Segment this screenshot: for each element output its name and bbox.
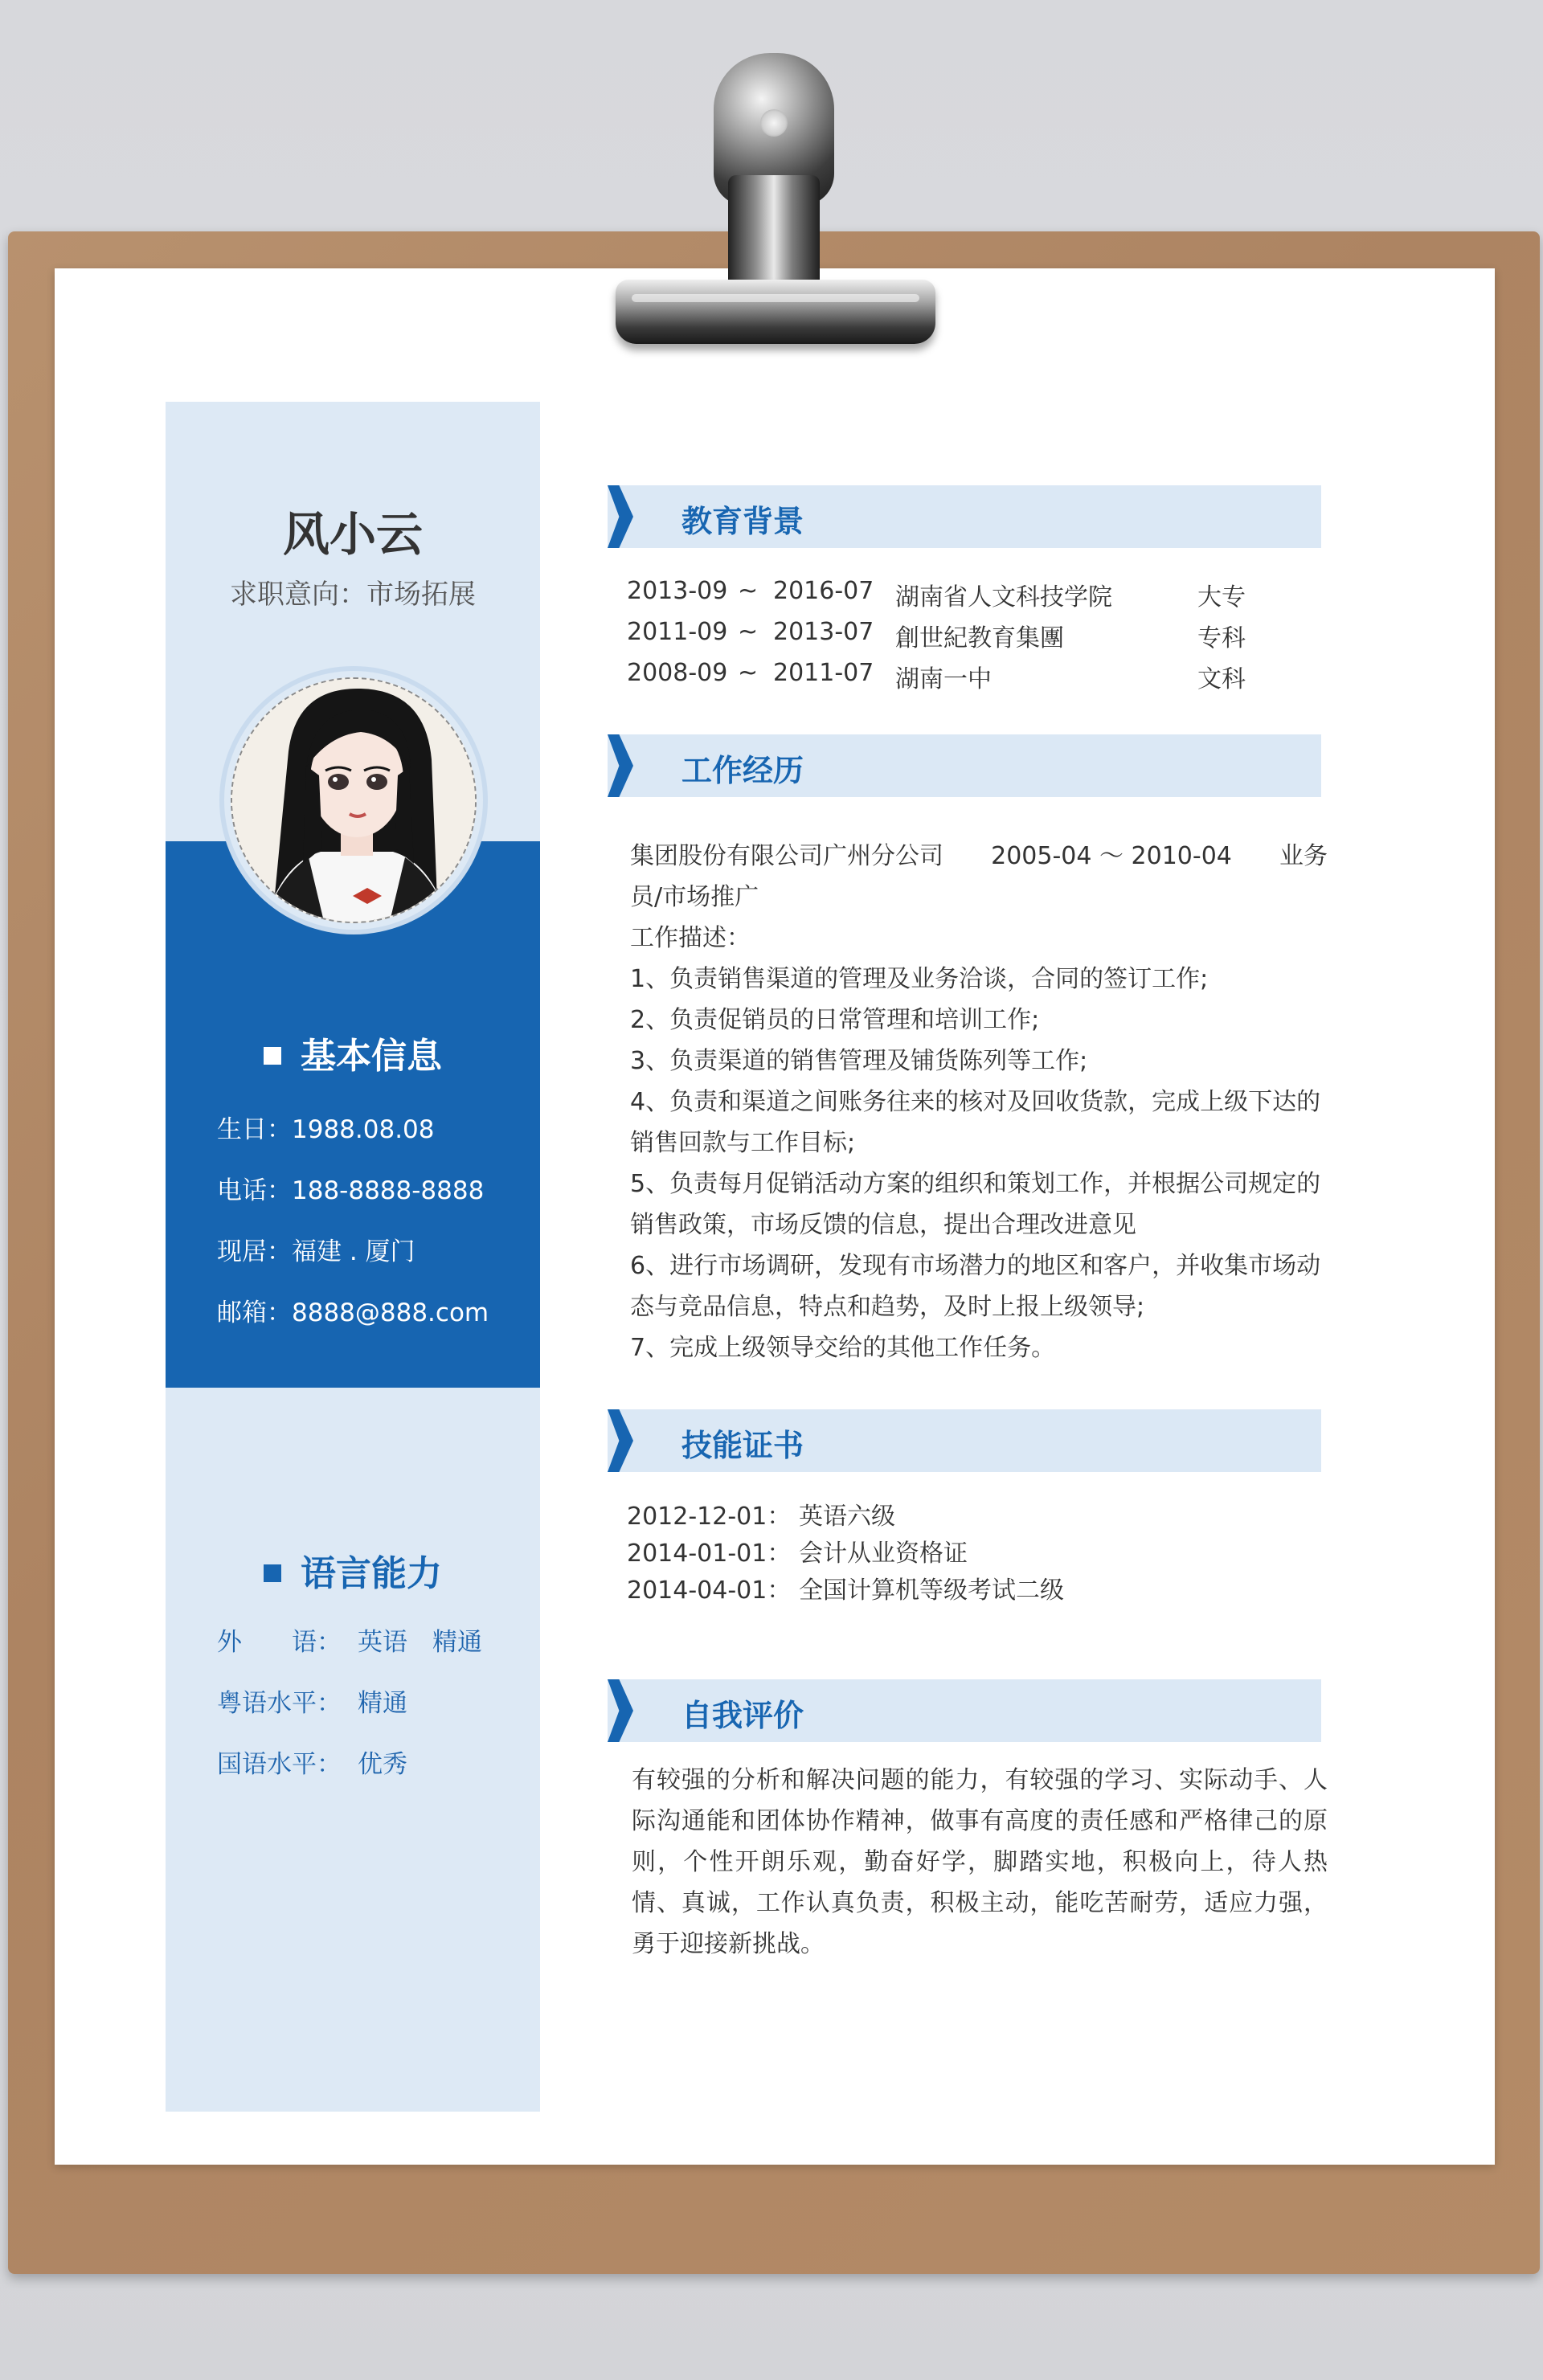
edu-start: 2011-09 — [627, 618, 728, 646]
edu-start: 2013-09 — [627, 577, 728, 605]
skill-name: 会计从业资格证 — [799, 1540, 968, 1568]
chevron-right-icon — [608, 1409, 633, 1472]
skill-date: 2014-04-01： — [627, 1576, 792, 1605]
education-row — [627, 577, 1318, 618]
edu-sep: ~ — [738, 577, 759, 605]
skills-section-header — [608, 1409, 1321, 1472]
self-eval-text: 有较强的分析和解决问题的能力，有较强的学习、实际动手、人际沟通能和团体协作精神，做事有高度的责任感和严格律己的原则，个性开朗乐观，勤奋好学，脚踏实地，积极向上，待人热情、真诚，工作认真负责，积极主动，能吃苦耐劳，适应力强，勇于迎接新挑战。 — [632, 1766, 1328, 1958]
self-eval-title: 自我评价 — [681, 1698, 804, 1733]
language-item — [217, 1621, 482, 1683]
work-duty: 6、进行市场调研，发现有市场潜力的地区和客户，并收集市场动态与竞品信息，特点和趋势，及时上报上级领导; — [630, 1252, 1321, 1321]
language-level: 英语 精通 — [358, 1628, 482, 1657]
resume-sidebar — [166, 402, 540, 2112]
info-location: 现居：福建 . 厦门 — [217, 1237, 415, 1266]
skill-row — [627, 1496, 1064, 1533]
work-company: 集团股份有限公司广州分公司 — [630, 842, 943, 870]
education-row — [627, 618, 1318, 659]
work-duty: 3、负责渠道的销售管理及铺货陈列等工作; — [630, 1047, 1088, 1075]
self-eval-section-header — [608, 1679, 1321, 1742]
work-role: 业务 — [1279, 842, 1328, 870]
candidate-name: 风小云 — [282, 507, 423, 562]
edu-school: 湖南省人文科技学院 — [895, 583, 1112, 611]
language-heading — [166, 1544, 540, 1596]
work-title: 工作经历 — [681, 753, 804, 788]
edu-school: 湖南一中 — [895, 665, 992, 693]
square-bullet-icon — [264, 1564, 281, 1582]
edu-sep: ~ — [738, 618, 759, 646]
basic-info-title: 基本信息 — [301, 1036, 442, 1077]
skill-date: 2014-01-01： — [627, 1540, 792, 1568]
language-list — [217, 1621, 482, 1805]
edu-school: 創世紀教育集團 — [895, 624, 1064, 652]
chevron-right-icon — [608, 1679, 633, 1742]
work-section-header — [608, 734, 1321, 797]
work-duty: 5、负责每月促销活动方案的组织和策划工作，并根据公司规定的销售政策，市场反馈的信息，提出合理改进意见 — [630, 1170, 1321, 1239]
info-birthday: 生日：1988.08.08 — [217, 1115, 435, 1144]
skill-date: 2012-12-01： — [627, 1503, 792, 1531]
skills-title: 技能证书 — [681, 1428, 804, 1463]
work-duty: 4、负责和渠道之间账务往来的核对及回收货款，完成上级下达的销售回款与工作目标; — [630, 1088, 1321, 1157]
language-item — [217, 1744, 482, 1805]
info-phone: 电话：188-8888-8888 — [217, 1176, 485, 1205]
education-title: 教育背景 — [681, 504, 804, 539]
skill-row — [627, 1570, 1064, 1607]
work-role-continued: 员/市场推广 — [630, 883, 759, 911]
avatar — [231, 677, 477, 923]
edu-start: 2008-09 — [627, 659, 728, 687]
job-intent: 求职意向：市场拓展 — [230, 579, 476, 611]
skill-row — [627, 1533, 1064, 1570]
education-list — [627, 577, 1318, 700]
work-desc-label: 工作描述： — [630, 924, 751, 952]
binder-clip-icon — [577, 47, 947, 352]
edu-end: 2013-07 — [773, 618, 874, 646]
language-label: 外 语： — [217, 1628, 342, 1657]
skill-name: 全国计算机等级考试二级 — [799, 1576, 1064, 1605]
chevron-right-icon — [608, 485, 633, 548]
basic-info-heading — [166, 1027, 540, 1078]
info-email: 邮箱：8888@888.com — [217, 1298, 489, 1327]
work-duty: 1、负责销售渠道的管理及业务洽谈，合同的签订工作; — [630, 965, 1209, 993]
skill-name: 英语六级 — [799, 1503, 895, 1531]
square-bullet-icon — [264, 1047, 281, 1065]
language-label: 粤语水平： — [217, 1689, 342, 1718]
chevron-right-icon — [608, 734, 633, 797]
language-item — [217, 1683, 482, 1744]
edu-degree: 专科 — [1197, 624, 1246, 652]
work-header — [630, 836, 1328, 877]
language-label: 国语水平： — [217, 1750, 342, 1779]
basic-info-list — [217, 1109, 489, 1353]
edu-end: 2016-07 — [773, 577, 874, 605]
edu-sep: ~ — [738, 659, 759, 687]
skills-list — [627, 1496, 1064, 1607]
language-title: 语言能力 — [301, 1553, 442, 1594]
education-row — [627, 659, 1318, 700]
language-level: 精通 — [358, 1689, 407, 1718]
work-duty: 2、负责促销员的日常管理和培训工作; — [630, 1006, 1040, 1034]
edu-degree: 大专 — [1197, 583, 1246, 611]
edu-end: 2011-07 — [773, 659, 874, 687]
education-section-header — [608, 485, 1321, 548]
work-period: 2005-04 ～ 2010-04 — [991, 842, 1232, 870]
language-level: 优秀 — [358, 1750, 407, 1779]
edu-degree: 文科 — [1197, 665, 1246, 693]
work-duty: 7、完成上级领导交给的其他工作任务。 — [630, 1334, 1056, 1362]
work-experience — [630, 836, 1328, 1368]
portrait-illustration-icon — [232, 679, 477, 923]
